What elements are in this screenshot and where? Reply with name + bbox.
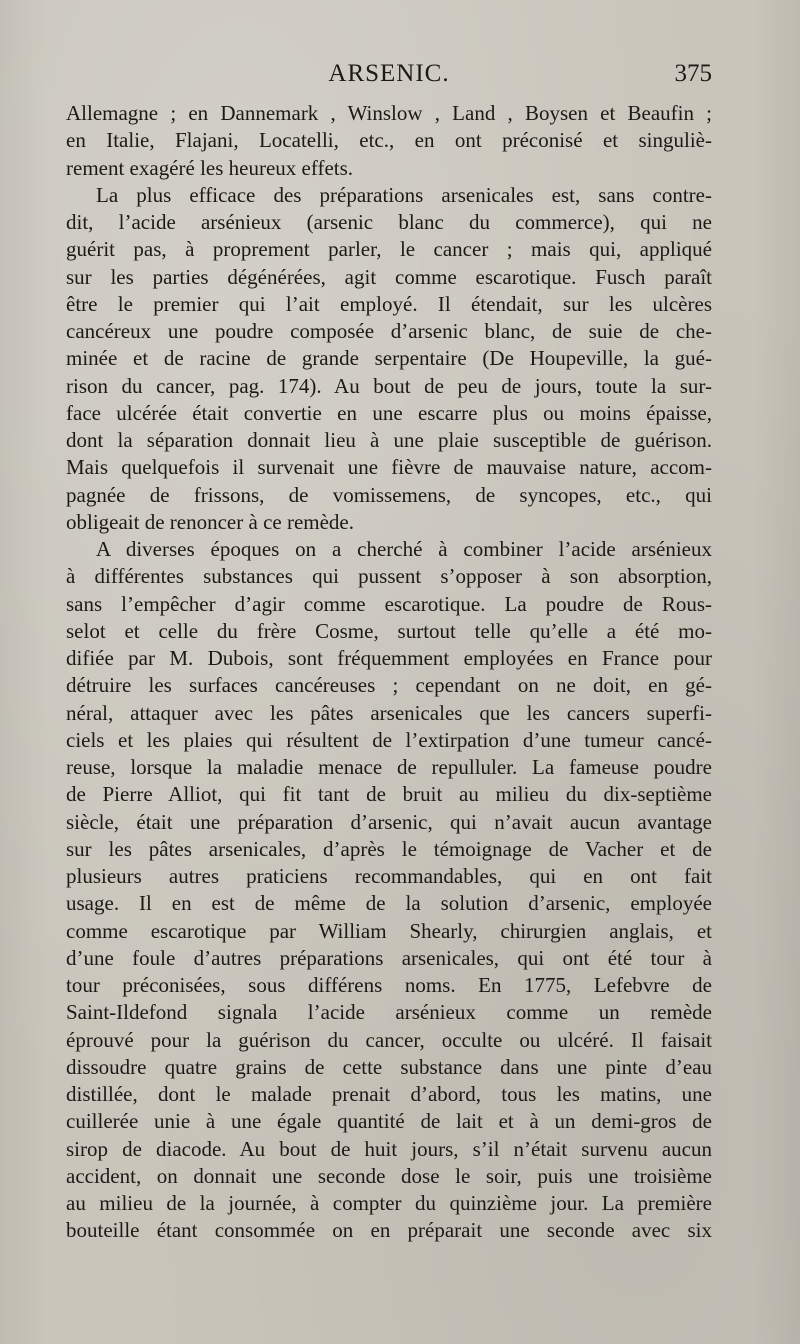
text-line: usage. Il en est de même de la solution d’arsenic, employée xyxy=(66,891,712,916)
text-line: rement exagéré les heureux effets. xyxy=(66,155,354,180)
text-line: plusieurs autres praticiens recommandables, qui en ont fait xyxy=(66,864,712,888)
text-line: bouteille étant consommée on en préparait une seconde avec six xyxy=(66,1218,712,1243)
text-line: Saint-Ildefond signala l’acide arsénieux comme un remède xyxy=(66,1000,712,1025)
text-line: guérit pas, à proprement parler, le cancer ; mais qui, appliqué xyxy=(66,237,712,262)
running-head xyxy=(66,60,712,94)
text-line: siècle, était une préparation d’arsenic, qui n’avait aucun avantage xyxy=(66,809,712,834)
text-line: selot et celle du frère Cosme, surtout telle qu’elle a été mo- xyxy=(66,618,712,643)
text-line: d’une foule d’autres préparations arsenicales, qui ont été tour à xyxy=(66,945,712,970)
text-line: A diverses époques on a cherché à combiner l’acide arsénieux xyxy=(96,537,712,561)
text-line: à différentes substances qui pussent s’opposer à son absorption, xyxy=(66,564,712,589)
page-number: 375 xyxy=(674,60,712,87)
text-line: reuse, lorsque la maladie menace de repulluler. La fameuse poudre xyxy=(66,755,712,779)
text-line: dissoudre quatre grains de cette substance dans une pinte d’eau xyxy=(66,1054,712,1079)
text-line: comme escarotique par William Shearly, chirurgien anglais, et xyxy=(66,918,712,943)
text-line: en Italie, Flajani, Locatelli, etc., en ont préconisé et singuliè- xyxy=(66,128,712,153)
text-line: Allemagne ; en Dannemark , Winslow , Land , Boysen et Beaufin ; xyxy=(66,101,712,125)
text-line: distillée, dont le malade prenait d’abord, tous les matins, une xyxy=(66,1082,712,1106)
text-line: de Pierre Alliot, qui fit tant de bruit au milieu du dix-septième xyxy=(66,782,712,807)
text-line: La plus efficace des préparations arsenicales est, sans contre- xyxy=(96,182,712,207)
text-line: rison du cancer, pag. 174). Au bout de peu de jours, toute la sur- xyxy=(66,373,712,398)
text-line: sur les pâtes arsenicales, d’après le témoignage de Vacher et de xyxy=(66,836,712,861)
text-line: ciels et les plaies qui résultent de l’extirpation d’une tumeur cancé- xyxy=(66,727,712,752)
text-line: Mais quelquefois il survenait une fièvre de mauvaise nature, accom- xyxy=(66,455,712,480)
page-title: ARSENIC. xyxy=(328,60,450,87)
text-line: éprouvé pour la guérison du cancer, occulte ou ulcéré. Il faisait xyxy=(66,1027,712,1052)
text-line: cuillerée unie à une égale quantité de lait et à un demi-gros de xyxy=(66,1109,712,1134)
text-line: au milieu de la journée, à compter du quinzième jour. La première xyxy=(66,1191,712,1215)
text-line: sans l’empêcher d’agir comme escarotique. La poudre de Rous- xyxy=(66,591,712,616)
text-line: face ulcérée était convertie en une escarre plus ou moins épaisse, xyxy=(66,400,712,425)
text-line: obligeait de renoncer à ce remède. xyxy=(66,509,355,534)
text-line: pagnée de frissons, de vomissemens, de syncopes, etc., qui xyxy=(66,482,712,507)
text-line: accident, on donnait une seconde dose le soir, puis une troisième xyxy=(66,1163,712,1188)
text-line: sur les parties dégénérées, agit comme escarotique. Fusch paraît xyxy=(66,264,712,289)
text-line: dit, l’acide arsénieux (arsenic blanc du commerce), qui ne xyxy=(66,210,712,234)
text-line: détruire les surfaces cancéreuses ; cependant on ne doit, en gé- xyxy=(66,673,712,698)
body-text xyxy=(66,100,712,1245)
text-line: sirop de diacode. Au bout de huit jours, s’il n’était survenu aucun xyxy=(66,1136,712,1161)
text-line: dont la séparation donnait lieu à une plaie susceptible de guérison. xyxy=(66,428,712,452)
text-line: être le premier qui l’ait employé. Il étendait, sur les ulcères xyxy=(66,291,712,316)
text-line: cancéreux une poudre composée d’arsenic blanc, de suie de che- xyxy=(66,319,712,343)
text-line: néral, attaquer avec les pâtes arsenicales que les cancers superfi- xyxy=(66,700,712,725)
text-line: difiée par M. Dubois, sont fréquemment employées en France pour xyxy=(66,646,712,670)
text-line: tour préconisées, sous différens noms. En 1775, Lefebvre de xyxy=(66,973,712,997)
text-line: minée et de racine de grande serpentaire (De Houpeville, la gué- xyxy=(66,346,712,371)
